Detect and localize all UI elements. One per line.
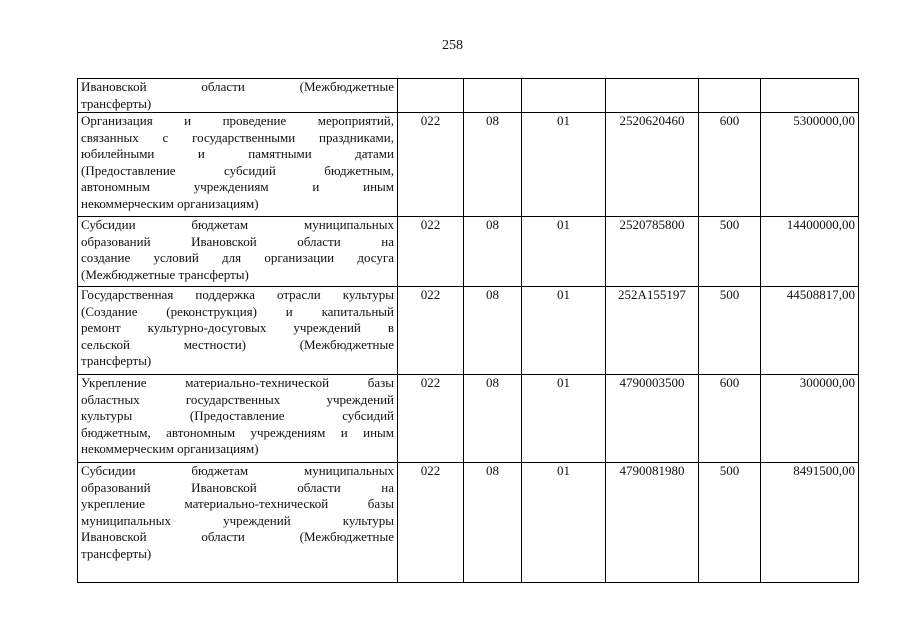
subsection-code-cell (522, 79, 606, 113)
description-line: Субсидии бюджетам муниципальных (81, 463, 394, 478)
amount-cell: 44508817,00 (761, 287, 859, 375)
description-line: муниципальных учреждений культуры (81, 512, 394, 528)
amount-cell: 5300000,00 (761, 113, 859, 217)
row-description (78, 217, 398, 287)
row-description (78, 79, 398, 113)
description-line: сельской местности) (Межбюджетные (81, 336, 394, 352)
budget-table-body (78, 79, 859, 583)
table-row (78, 375, 859, 463)
table-row (78, 287, 859, 375)
subsection-code-cell: 01 (522, 287, 606, 375)
description-line: образований Ивановской области на (81, 479, 394, 495)
description-line: трансферты) (81, 545, 152, 561)
amount-cell: 14400000,00 (761, 217, 859, 287)
description-line: (Межбюджетные трансферты) (81, 266, 249, 282)
target-article-cell: 4790081980 (606, 463, 699, 583)
amount-cell: 300000,00 (761, 375, 859, 463)
description-line: областных государственных учреждений (81, 391, 394, 407)
ministry-code-cell: 022 (398, 375, 464, 463)
description-line: некоммерческим организациям) (81, 195, 259, 211)
section-code-cell: 08 (464, 463, 522, 583)
description-line: трансферты) (81, 95, 152, 111)
description-line: (Создание (реконструкция) и капитальный (81, 303, 394, 319)
budget-table (77, 78, 859, 583)
description-line: образований Ивановской области на (81, 233, 394, 249)
ministry-code-cell (398, 79, 464, 113)
description-line: Субсидии бюджетам муниципальных (81, 217, 394, 232)
section-code-cell (464, 79, 522, 113)
amount-cell: 8491500,00 (761, 463, 859, 583)
table-row (78, 217, 859, 287)
description-line: культуры (Предоставление субсидий (81, 408, 394, 423)
table-row (78, 113, 859, 217)
description-line: Ивановской области (Межбюджетные (81, 79, 394, 94)
row-description (78, 113, 398, 217)
subsection-code-cell: 01 (522, 217, 606, 287)
expense-type-cell: 500 (699, 287, 761, 375)
expense-type-cell: 600 (699, 375, 761, 463)
target-article-cell (606, 79, 699, 113)
page-number: 258 (442, 38, 463, 53)
expense-type-cell: 500 (699, 217, 761, 287)
section-code-cell: 08 (464, 287, 522, 375)
target-article-cell: 2520620460 (606, 113, 699, 217)
subsection-code-cell: 01 (522, 113, 606, 217)
section-code-cell: 08 (464, 217, 522, 287)
description-line: Ивановской области (Межбюджетные (81, 529, 394, 544)
description-line: Организация и проведение мероприятий, (81, 113, 394, 128)
description-line: укрепление материально-технической базы (81, 496, 394, 511)
description-line: бюджетным, автономным учреждениям и иным (81, 424, 394, 440)
subsection-code-cell: 01 (522, 463, 606, 583)
section-code-cell: 08 (464, 113, 522, 217)
target-article-cell: 2520785800 (606, 217, 699, 287)
description-line: связанных с государственными праздниками, (81, 129, 394, 145)
section-code-cell: 08 (464, 375, 522, 463)
row-description (78, 287, 398, 375)
expense-type-cell: 500 (699, 463, 761, 583)
description-line: автономным учреждениям и иным (81, 179, 394, 194)
subsection-code-cell: 01 (522, 375, 606, 463)
description-line: трансферты) (81, 353, 152, 368)
row-description (78, 375, 398, 463)
description-line: Государственная поддержка отрасли культуры (81, 287, 394, 302)
description-line: юбилейными и памятными датами (81, 146, 394, 161)
description-line: некоммерческим организациям) (81, 441, 259, 456)
ministry-code-cell: 022 (398, 113, 464, 217)
table-row (78, 79, 859, 113)
row-description (78, 463, 398, 583)
description-line: (Предоставление субсидий бюджетным, (81, 162, 394, 178)
ministry-code-cell: 022 (398, 463, 464, 583)
description-line: создание условий для организации досуга (81, 250, 394, 265)
ministry-code-cell: 022 (398, 287, 464, 375)
table-row (78, 463, 859, 583)
description-line: Укрепление материально-технической базы (81, 375, 394, 390)
ministry-code-cell: 022 (398, 217, 464, 287)
expense-type-cell: 600 (699, 113, 761, 217)
description-line: ремонт культурно-досуговых учреждений в (81, 320, 394, 335)
expense-type-cell (699, 79, 761, 113)
target-article-cell: 252А155197 (606, 287, 699, 375)
amount-cell (761, 79, 859, 113)
target-article-cell: 4790003500 (606, 375, 699, 463)
